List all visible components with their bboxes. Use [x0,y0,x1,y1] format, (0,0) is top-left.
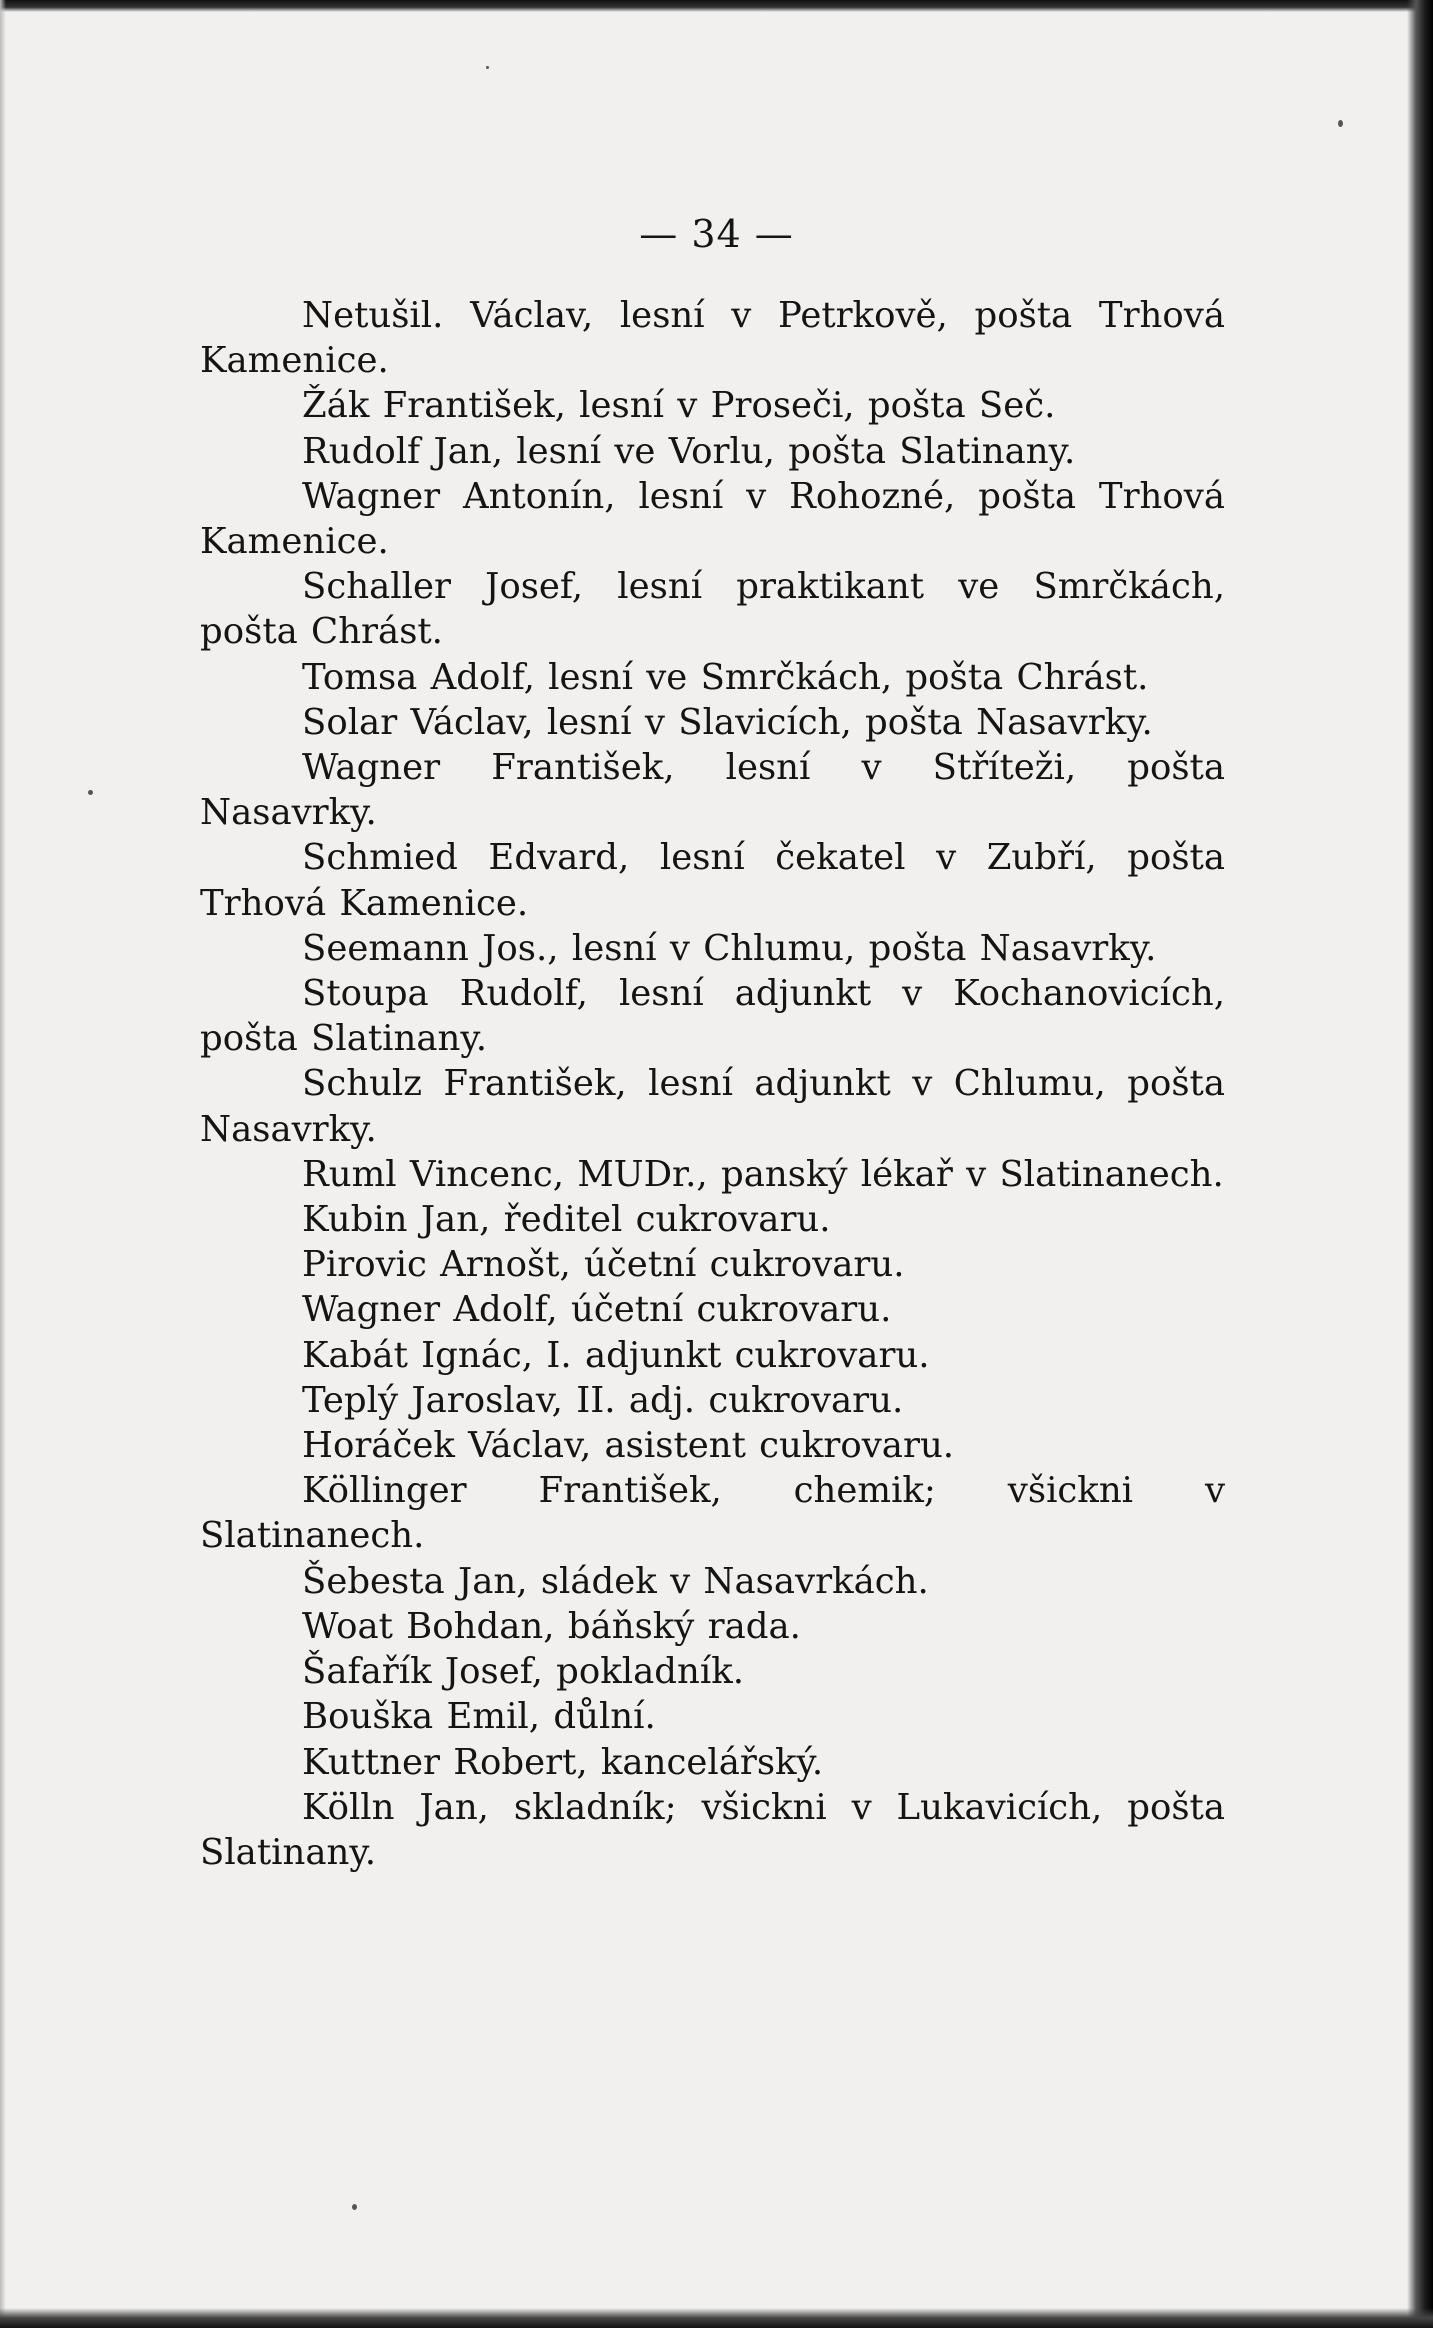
directory-entry: Žák František, lesní v Proseči, pošta Seč. [302,385,1056,427]
directory-entry: Tomsa Adolf, lesní ve Smrčkách, pošta Chrást. [302,656,1149,698]
dust-speck [486,66,489,69]
directory-entry: Kölln Jan, skladník; všickni v Lukavicích, pošta Slatinany. [200,1786,1225,1873]
directory-entry: Teplý Jaroslav, II. adj. cukrovaru. [302,1379,904,1421]
directory-entry: Woat Bohdan, báňský rada. [302,1605,801,1647]
directory-entry: Schaller Josef, lesní praktikant ve Smrčkách, pošta Chrást. [200,566,1225,653]
directory-entry: Wagner Antonín, lesní v Rohozné, pošta Trhová Kamenice. [200,475,1225,563]
directory-entry: Pirovic Arnošt, účetní cukrovaru. [302,1244,905,1286]
directory-entry: Kubin Jan, ředitel cukrovaru. [302,1199,831,1241]
scan-edge-top [0,0,1433,12]
directory-entry: Kuttner Robert, kancelářský. [302,1741,824,1783]
directory-entry: Köllinger František, chemik; všickni v Slatinanech. [200,1470,1225,1557]
directory-entry: Šebesta Jan, sládek v Nasavrkách. [302,1560,929,1602]
directory-entry: Netušil. Václav, lesní v Petrkově, pošta Trhová Kamenice. [200,295,1225,382]
directory-entry: Bouška Emil, důlní. [302,1696,656,1738]
directory-entry: Wagner Adolf, účetní cukrovaru. [302,1289,892,1331]
directory-entry: Schmied Edvard, lesní čekatel v Zubří, pošta Trhová Kamenice. [200,837,1225,924]
directory-entry: Stoupa Rudolf, lesní adjunkt v Kochanovicích, pošta Slatinany. [200,973,1225,1060]
directory-entries [200,293,1225,1875]
directory-entry: Horáček Václav, asistent cukrovaru. [302,1425,955,1467]
directory-entry: Schulz František, lesní adjunkt v Chlumu, pošta Nasavrky. [200,1063,1225,1150]
dust-speck [88,790,93,795]
directory-entry: Šafařík Josef, pokladník. [302,1651,745,1693]
directory-entry: Seemann Jos., lesní v Chlumu, pošta Nasavrky. [302,927,1157,969]
directory-entry: Ruml Vincenc, MUDr., panský lékař v Slatinanech. [302,1153,1224,1195]
directory-entry: Rudolf Jan, lesní ve Vorlu, pošta Slatinany. [302,430,1076,472]
scan-edge-right [1407,0,1433,2328]
directory-entry: Wagner František, lesní v Stříteži, pošta Nasavrky. [200,747,1225,834]
scan-edge-bottom [0,2308,1433,2328]
directory-entry: Kabát Ignác, I. adjunkt cukrovaru. [302,1334,930,1376]
dust-speck [1338,120,1343,127]
dust-speck [352,2204,357,2210]
directory-entry: Solar Václav, lesní v Slavicích, pošta Nasavrky. [302,701,1153,743]
page-number: — 34 — [639,212,794,256]
scan-edge-left [0,0,6,2328]
